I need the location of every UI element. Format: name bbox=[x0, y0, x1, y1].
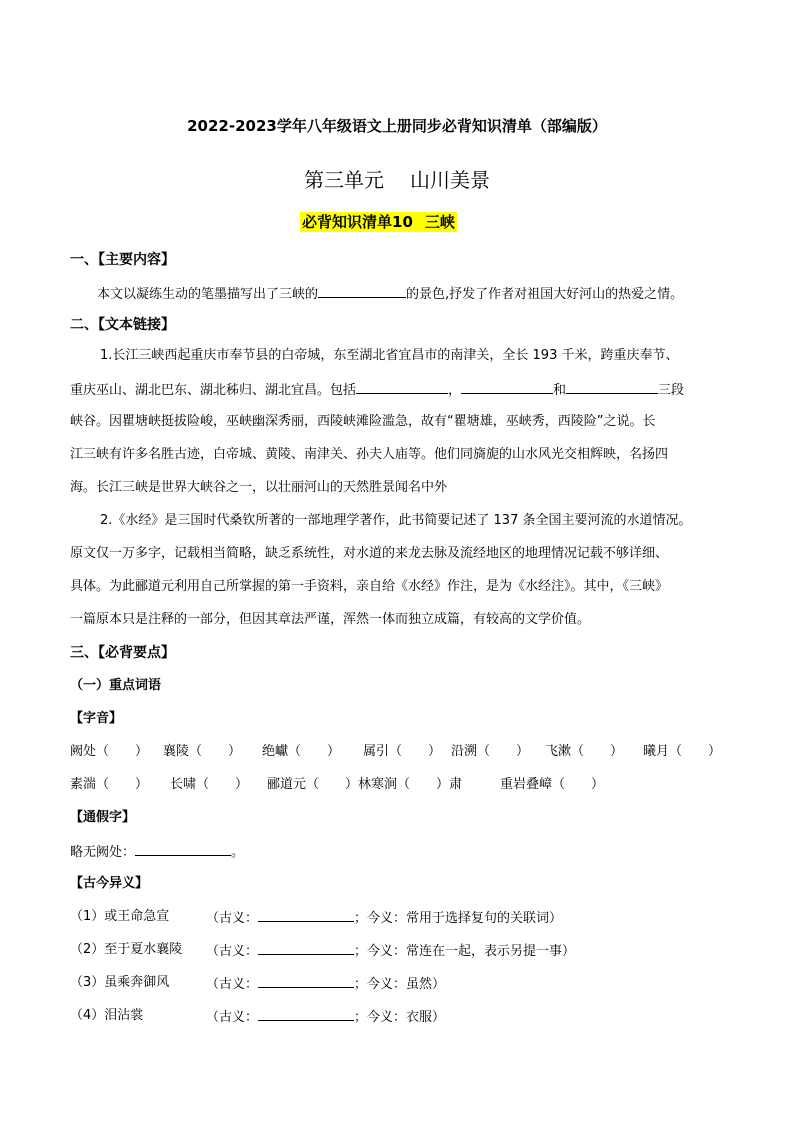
main-content-text: 本文以凝练生动的笔墨描写出了三峡的 的景色,抒发了作者对祖国大好河山的热爱之情。 bbox=[97, 284, 683, 304]
pronunciation-item: 林寒涧（ ）肃 bbox=[358, 777, 463, 792]
section-text-link-heading: 二、【文本链接】 bbox=[70, 317, 175, 333]
paragraph-line: 峡谷。因瞿塘峡挺拔险峻，巫峡幽深秀丽，西陵峡滩险滥急，故有“瞿塘雄，巫峡秀，西陵险”之说。长 bbox=[70, 414, 656, 429]
gujin-heading: 【古今异义】 bbox=[70, 876, 149, 891]
fill-blank bbox=[135, 842, 231, 856]
tongjia-item: 略无阙处： 。 bbox=[70, 842, 244, 862]
pronunciation-item: 重岩叠嶂（ ） bbox=[500, 777, 605, 792]
unit-name: 山川美景 bbox=[410, 168, 490, 192]
pronunciation-item: 郦道元（ ） bbox=[267, 777, 359, 792]
gujin-item: （1）或王命急宣 bbox=[70, 909, 170, 924]
gujin-item-blank: （古义： ；今义：衣服） bbox=[206, 1007, 445, 1027]
fill-blank bbox=[566, 380, 658, 394]
paragraph-line: 2.《水经》是三国时代桑钦所著的一部地理学著作，此书简要记述了 137 条全国主要河流的水道情况。 bbox=[100, 513, 692, 528]
pronunciation-item: 飞漱（ ） bbox=[545, 744, 624, 759]
pronunciation-item: 绝巘（ ） bbox=[262, 744, 341, 759]
lesson-subtitle bbox=[300, 212, 457, 232]
paragraph-line: 一篇原本只是注释的一部分，但因其章法严谨，浑然一体而独立成篇，有较高的文学价值。 bbox=[70, 612, 591, 627]
pronunciation-item: 属引（ ） bbox=[363, 744, 442, 759]
fill-blank bbox=[258, 908, 354, 922]
paragraph-line: 海。长江三峡是世界大峡谷之一，以壮丽河山的天然胜景闻名中外 bbox=[70, 480, 448, 495]
paragraph-line: 具体。为此郦道元利用自己所掌握的第一手资料，亲自给《水经》作注，是为《水经注》。其中，《三峡》 bbox=[70, 579, 669, 594]
pronunciation-item: 长啸（ ） bbox=[170, 777, 249, 792]
gujin-item-blank: （古义： ；今义：常连在一起，表示另提一事） bbox=[206, 941, 575, 961]
unit-label: 第三单元 bbox=[304, 168, 384, 192]
pronunciation-item: 素湍（ ） bbox=[70, 777, 149, 792]
pronunciation-heading: 【字音】 bbox=[70, 711, 123, 726]
document-title: 2022-2023学年八年级语文上册同步必背知识清单（部编版） bbox=[187, 117, 607, 135]
paragraph-line: 原文仅一万多字，记载相当简略，缺乏系统性，对水道的来龙去脉及流经地区的地理情况记载不够详细、 bbox=[70, 546, 669, 561]
paragraph-line: 重庆巫山、湖北巴东、湖北秭归、湖北宜昌。包括 ， 和 三段 bbox=[70, 380, 684, 400]
gujin-item-blank: （古义： ；今义：虽然） bbox=[206, 974, 445, 994]
fill-blank bbox=[318, 284, 406, 298]
paragraph-line: 1.长江三峡西起重庆市奉节县的白帝城，东至湖北省宜昌市的南津关，全长 193 千米，跨重庆奉节、 bbox=[100, 348, 679, 363]
fill-blank bbox=[356, 380, 448, 394]
gujin-item: （3）虽乘奔御风 bbox=[70, 975, 170, 990]
subtitle-label: 必背知识清单 bbox=[302, 213, 393, 231]
pronunciation-item: 曦月（ ） bbox=[643, 744, 722, 759]
tongjia-heading: 【通假字】 bbox=[70, 810, 136, 825]
subtitle-name: 三峡 bbox=[424, 213, 455, 231]
pronunciation-item: 襄陵（ ） bbox=[163, 744, 242, 759]
gujin-item: （2）至于夏水襄陵 bbox=[70, 942, 183, 957]
pronunciation-item: 沿溯（ ） bbox=[451, 744, 530, 759]
unit-heading bbox=[0, 168, 794, 192]
pronunciation-item: 阙处（ ） bbox=[70, 744, 149, 759]
fill-blank bbox=[258, 974, 354, 988]
subtitle-number: 10 bbox=[392, 213, 413, 231]
paragraph-line: 江三峡有许多名胜古迹，白帝城、黄陵、南津关、孙夫人庙等。他们同旖旎的山水风光交相辉映，名扬四 bbox=[70, 447, 669, 462]
subsection-key-words: （一）重点词语 bbox=[70, 678, 162, 693]
gujin-item: （4）泪沾裳 bbox=[70, 1008, 144, 1023]
fill-blank bbox=[258, 1007, 354, 1021]
section-key-points-heading: 三、【必背要点】 bbox=[70, 645, 175, 661]
gujin-item-blank: （古义： ；今义：常用于选择复句的关联词） bbox=[206, 908, 562, 928]
fill-blank bbox=[461, 380, 553, 394]
section-main-content-heading: 一、【主要内容】 bbox=[70, 252, 175, 268]
fill-blank bbox=[258, 941, 354, 955]
